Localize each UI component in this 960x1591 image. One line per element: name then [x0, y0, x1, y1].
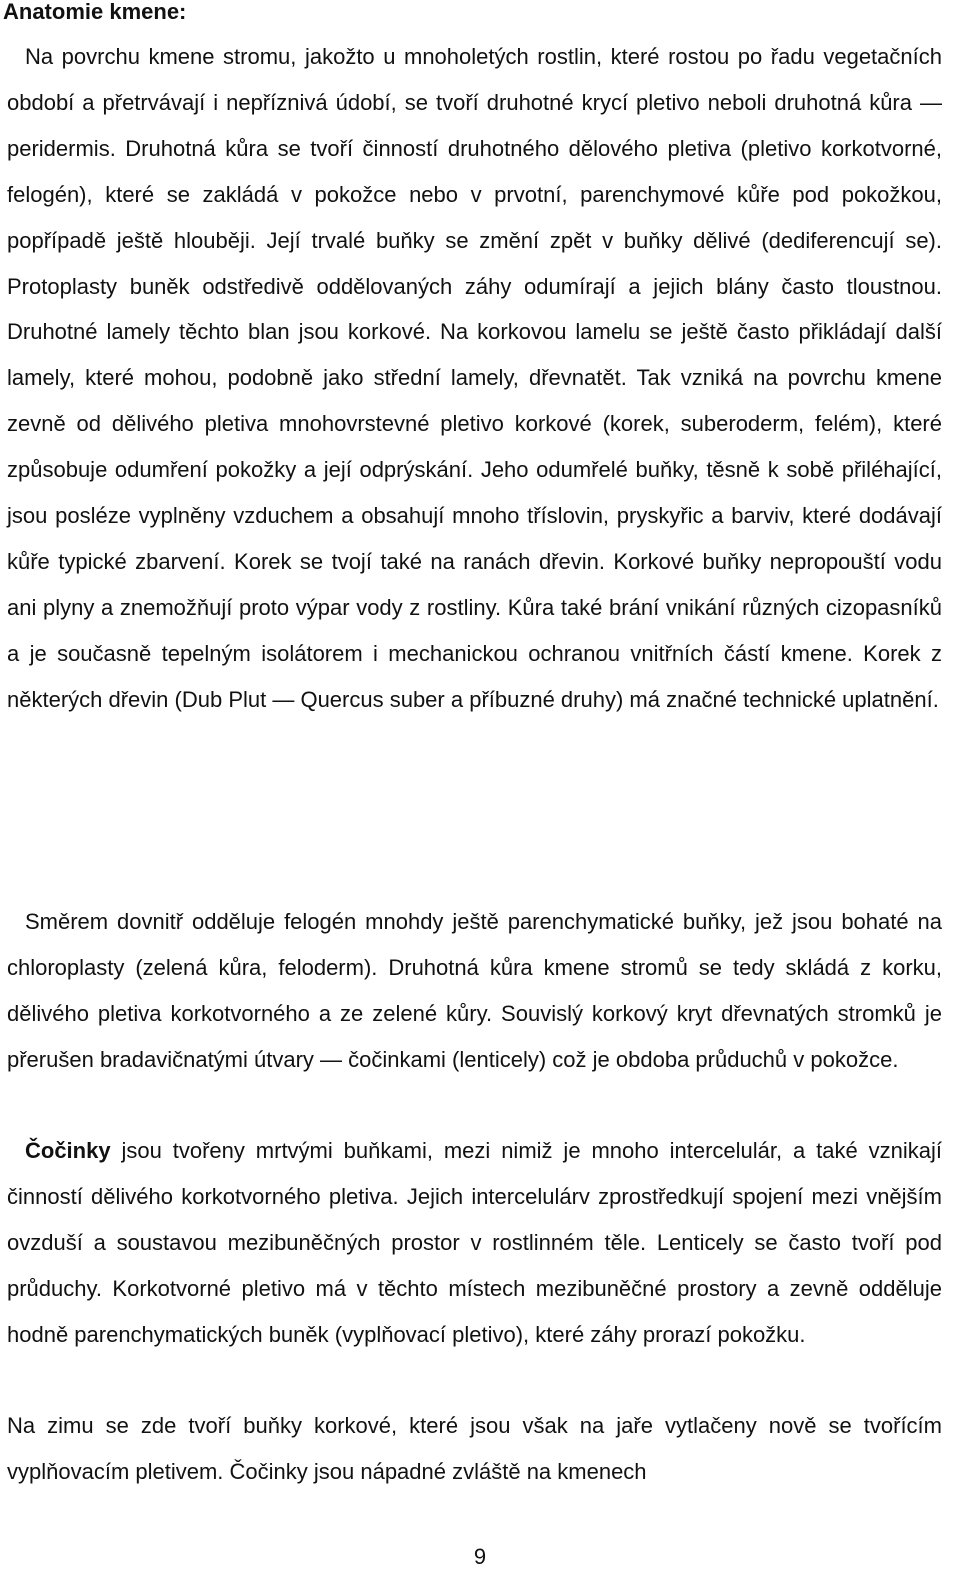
paragraph-bark-anatomy: [7, 34, 942, 723]
paragraph-text: jsou tvořeny mrtvými buňkami, mezi nimiž je mnoho intercelulár, a také vznikají činností dělivého korkotvorného pletiva. Jejich intercelulárv zprostředkují spojení mezi vnějším ovzduší a soustavou mezibuněčných prostor v rostlinném těle. Lenticely se často tvoří pod průduchy. Korkotvorné pletivo má v těchto místech mezibuněčné prostory a zevně odděluje hodně parenchymatických buněk (vyplňovací pletivo), které záhy prorazí pokožku.: [7, 1138, 942, 1347]
section-heading: Anatomie kmene:: [3, 0, 187, 24]
paragraph-text: Na zimu se zde tvoří buňky korkové, které jsou však na jaře vytlačeny nově se tvořícím vyplňovacím pletivem. Čočinky jsou nápadné zvláště na kmenech: [7, 1413, 942, 1484]
paragraph-text: Na povrchu kmene stromu, jakožto u mnoholetých rostlin, které rostou po řadu vegetačních období a přetrvávají i nepříznivá údobí, se tvoří druhotné krycí pletivo neboli druhotná kůra — peridermis. Druhotná kůra se tvoří činností druhotného dělového pletiva (pletivo korkotvorné, felogén), které se zakládá v pokožce nebo v prvotní, parenchymové kůře pod pokožkou, popřípadě ještě hlouběji. Její trvalé buňky se změní zpět v buňky dělivé (dediferencují se). Protoplasty buněk odstředivě oddělovaných záhy odumírají a jejich blány často tloustnou. Druhotné lamely těchto blan jsou korkové. Na korkovou lamelu se ještě často přikládají další lamely, které mohou, podobně jako střední lamely, dřevnatět. Tak vzniká na povrchu kmene zevně od dělivého pletiva mnohovrstevné pletivo korkové (korek, suberoderm, felém), které způsobuje odumření pokožky a její odprýskání. Jeho odumřelé buňky, těsně k sobě přiléhající, jsou posléze vyplněny vzduchem a obsahují mnoho tříslovin, pryskyřic a barviv, které dodávají kůře typické zbarvení. Korek se tvojí také na ranách dřevin. Korkové buňky nepropouští vodu ani plyny a znemožňují proto výpar vody z rostliny. Kůra také brání vnikání různých cizopasníků a je současně tepelným isolátorem i mechanickou ochranou vnitřních částí kmene. Korek z některých dřevin (Dub Plut — Quercus suber a příbuzné druhy) má značné technické uplatnění.: [7, 44, 942, 712]
paragraph-lenticels: [7, 1128, 942, 1358]
paragraph-winter: [7, 1403, 942, 1495]
paragraph-phelloderm: [7, 899, 942, 1083]
page-number: 9: [473, 1544, 487, 1569]
paragraph-text: Směrem dovnitř odděluje felogén mnohdy ještě parenchymatické buňky, jež jsou bohaté na chloroplasty (zelená kůra, feloderm). Druhotná kůra kmene stromů se tedy skládá z korku, dělivého pletiva korkotvorného a ze zelené kůry. Souvislý korkový kryt dřevnatých stromků je přerušen bradavičnatými útvary — čočinkami (lenticely) což je obdoba průduchů v pokožce.: [7, 909, 942, 1072]
bold-term: Čočinky: [25, 1138, 111, 1163]
